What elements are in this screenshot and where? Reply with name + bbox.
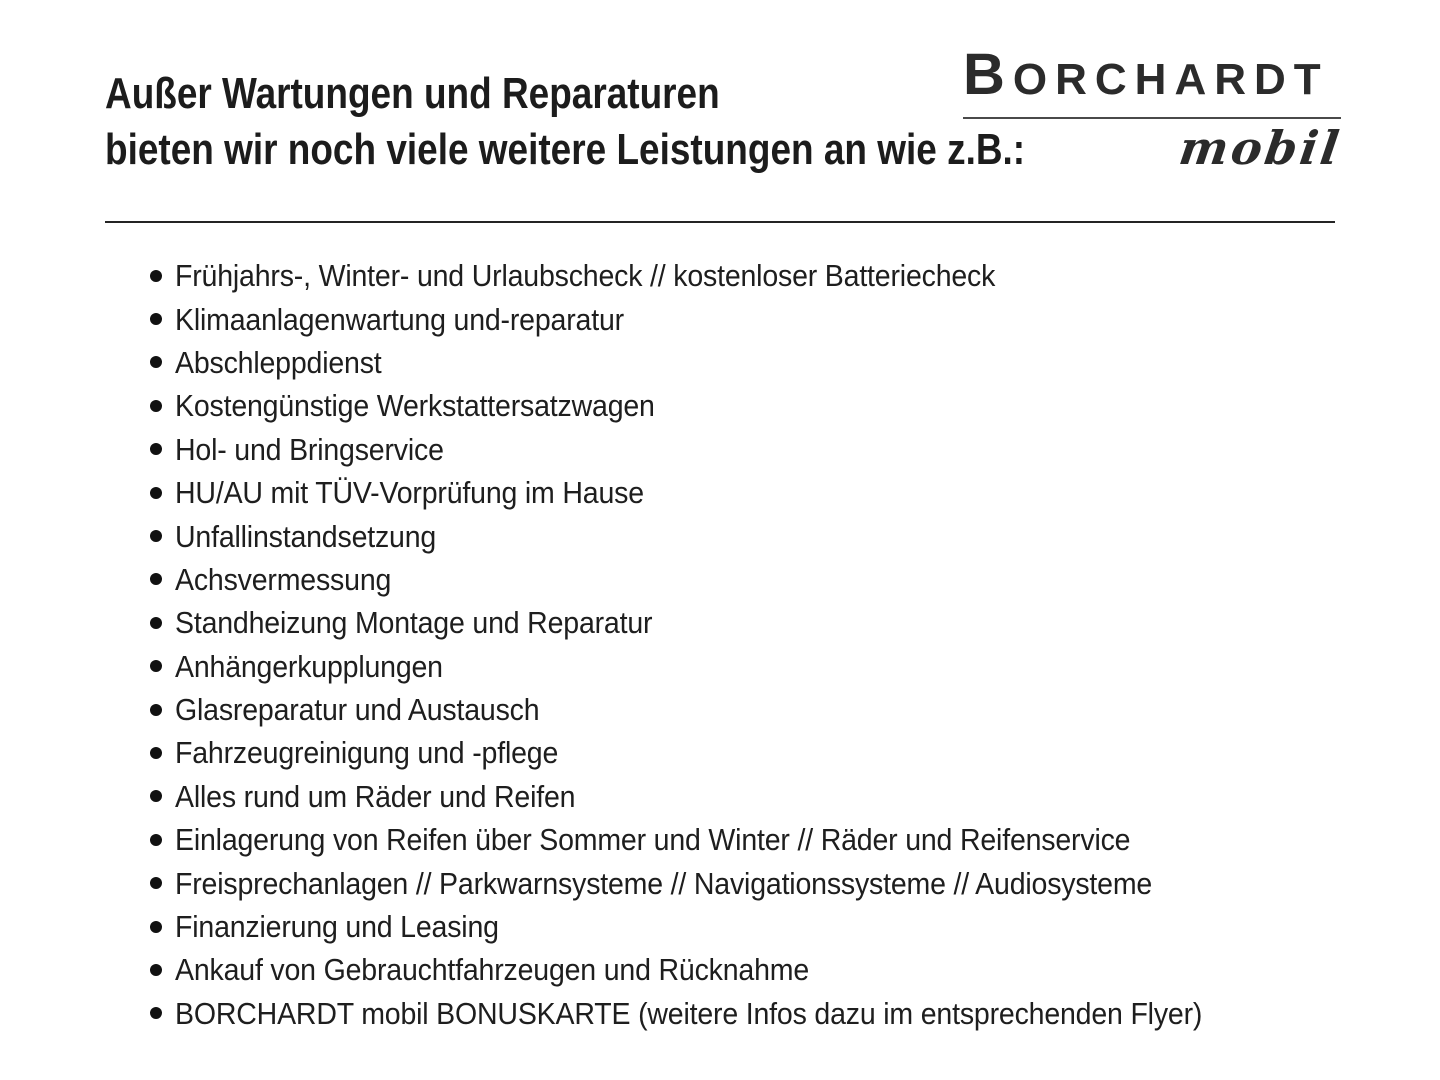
logo-tagline-script: mobil xyxy=(1175,121,1345,175)
bullet-icon xyxy=(150,877,162,889)
service-label: Standheizung Montage und Reparatur xyxy=(175,605,653,641)
service-label: Finanzierung und Leasing xyxy=(175,909,499,945)
service-label: Klimaanlagenwartung und-reparatur xyxy=(175,301,624,337)
bullet-icon xyxy=(150,834,162,846)
service-item xyxy=(150,775,1292,818)
service-item xyxy=(150,731,1292,774)
logo-underline xyxy=(963,117,1341,119)
logo-tagline-row xyxy=(963,121,1345,175)
service-item xyxy=(150,992,1292,1035)
service-label: Hol- und Bringservice xyxy=(175,431,444,467)
service-item xyxy=(150,818,1292,861)
service-item xyxy=(150,428,1292,471)
bullet-icon xyxy=(150,530,162,542)
service-label: Alles rund um Räder und Reifen xyxy=(175,778,576,814)
service-item xyxy=(150,601,1292,644)
bullet-icon xyxy=(150,356,162,368)
service-label: BORCHARDT mobil BONUSKARTE (weitere Infos dazu im entsprechenden Flyer) xyxy=(175,995,1203,1031)
service-item xyxy=(150,948,1292,991)
header-divider xyxy=(105,221,1335,223)
bullet-icon xyxy=(150,660,162,672)
service-label: Freisprechanlagen // Parkwarnsysteme // Navigationssysteme // Audiosysteme xyxy=(175,865,1153,901)
services-list xyxy=(150,254,1292,1035)
service-label: Frühjahrs-, Winter- und Urlaubscheck // kostenloser Batteriecheck xyxy=(175,258,996,294)
service-label: Kostengünstige Werkstattersatzwagen xyxy=(175,388,655,424)
service-label: Anhängerkupplungen xyxy=(175,648,443,684)
service-item xyxy=(150,905,1292,948)
service-item xyxy=(150,558,1292,601)
service-label: Einlagerung von Reifen über Sommer und Winter // Räder und Reifenservice xyxy=(175,822,1131,858)
service-label: Unfallinstandsetzung xyxy=(175,518,437,554)
service-item xyxy=(150,688,1292,731)
service-label: HU/AU mit TÜV-Vorprüfung im Hause xyxy=(175,475,644,511)
bullet-icon xyxy=(150,313,162,325)
bullet-icon xyxy=(150,1007,162,1019)
bullet-icon xyxy=(150,617,162,629)
bullet-icon xyxy=(150,487,162,499)
service-label: Achsvermessung xyxy=(175,561,392,597)
bullet-icon xyxy=(150,270,162,282)
service-item xyxy=(150,254,1292,297)
service-label: Abschleppdienst xyxy=(175,344,382,380)
page-title-line2-text: bieten wir noch viele weitere Leistungen an wie z.B.: xyxy=(105,125,1026,174)
service-label: Ankauf von Gebrauchtfahrzeugen und Rücknahme xyxy=(175,952,810,988)
page-title-line1 xyxy=(105,69,837,118)
bullet-icon xyxy=(150,704,162,716)
page-title-line1-text: Außer Wartungen und Reparaturen xyxy=(105,69,720,118)
borchardt-mobil-logo xyxy=(963,42,1345,175)
service-item xyxy=(150,645,1292,688)
service-item xyxy=(150,514,1292,557)
bullet-icon xyxy=(150,400,162,412)
service-item xyxy=(150,471,1292,514)
service-item xyxy=(150,384,1292,427)
service-label: Fahrzeugreinigung und -pflege xyxy=(175,735,559,771)
service-item xyxy=(150,297,1292,340)
bullet-icon xyxy=(150,964,162,976)
service-item xyxy=(150,861,1292,904)
service-item xyxy=(150,341,1292,384)
logo-brand-text: BORCHARDT xyxy=(963,42,1329,107)
bullet-icon xyxy=(150,573,162,585)
bullet-icon xyxy=(150,443,162,455)
bullet-icon xyxy=(150,790,162,802)
bullet-icon xyxy=(150,747,162,759)
bullet-icon xyxy=(150,921,162,933)
service-label: Glasreparatur und Austausch xyxy=(175,692,540,728)
